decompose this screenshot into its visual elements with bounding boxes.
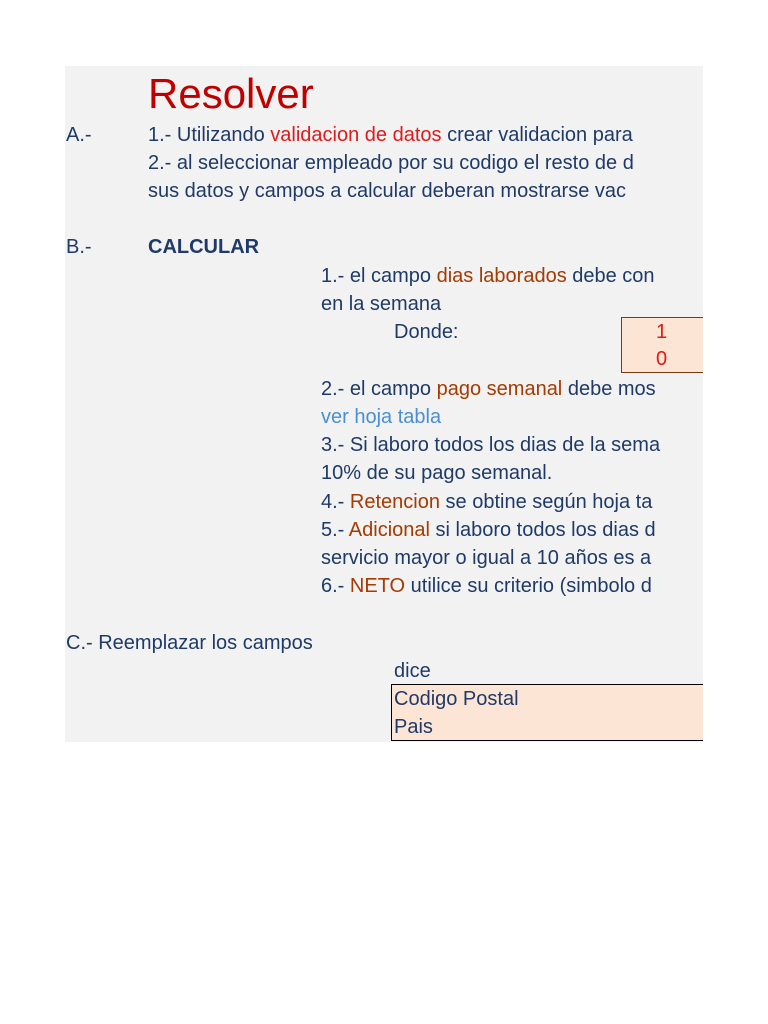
donde-value-0: 0 — [656, 348, 668, 370]
section-a-line-2: 2.- al seleccionar empleado por su codigo el resto de d — [148, 152, 634, 174]
donde-label: Donde: — [394, 321, 459, 343]
item-3: 3.- Si laboro todos los dias de la sema — [321, 434, 661, 456]
ver-hoja-tabla-link[interactable]: ver hoja tabla — [321, 406, 442, 428]
dice-label: dice — [394, 660, 431, 682]
item-2: 2.- el campo pago semanal debe mos — [321, 378, 656, 400]
donde-values-box — [621, 317, 703, 373]
section-c-text: C.- Reemplazar los campos — [66, 632, 313, 654]
section-a-line-3: sus datos y campos a calcular deberan mostrarse vac — [148, 180, 626, 202]
neto-highlight: NETO — [349, 575, 406, 597]
item-5: 5.- Adicional si laboro todos los dias d — [321, 519, 656, 541]
adicional-highlight: Adicional — [348, 519, 430, 541]
section-b-label: B.- — [66, 236, 92, 258]
field-pais: Pais — [394, 716, 433, 738]
validation-highlight: validacion de datos — [270, 124, 442, 146]
pago-semanal-highlight: pago semanal — [436, 378, 563, 400]
section-a-label: A.- — [66, 124, 92, 146]
page-title: Resolver — [148, 70, 314, 117]
spreadsheet-area — [65, 66, 703, 742]
fields-box — [391, 684, 703, 741]
section-b-heading: CALCULAR — [148, 236, 260, 258]
item-5-cont: servicio mayor o igual a 10 años es a — [321, 547, 652, 569]
field-codigo-postal: Codigo Postal — [394, 688, 519, 710]
item-6: 6.- NETO utilice su criterio (simbolo d — [321, 575, 652, 597]
section-a-line-1: 1.- Utilizando validacion de datos crear validacion para — [148, 124, 633, 146]
retencion-highlight: Retencion — [349, 491, 440, 513]
donde-value-1: 1 — [656, 321, 668, 343]
dias-laborados-highlight: dias laborados — [436, 265, 567, 287]
item-1: 1.- el campo dias laborados debe con — [321, 265, 655, 287]
item-1-cont: en la semana — [321, 293, 442, 315]
item-3-cont: 10% de su pago semanal. — [321, 462, 553, 484]
item-4: 4.- Retencion se obtine según hoja ta — [321, 491, 653, 513]
